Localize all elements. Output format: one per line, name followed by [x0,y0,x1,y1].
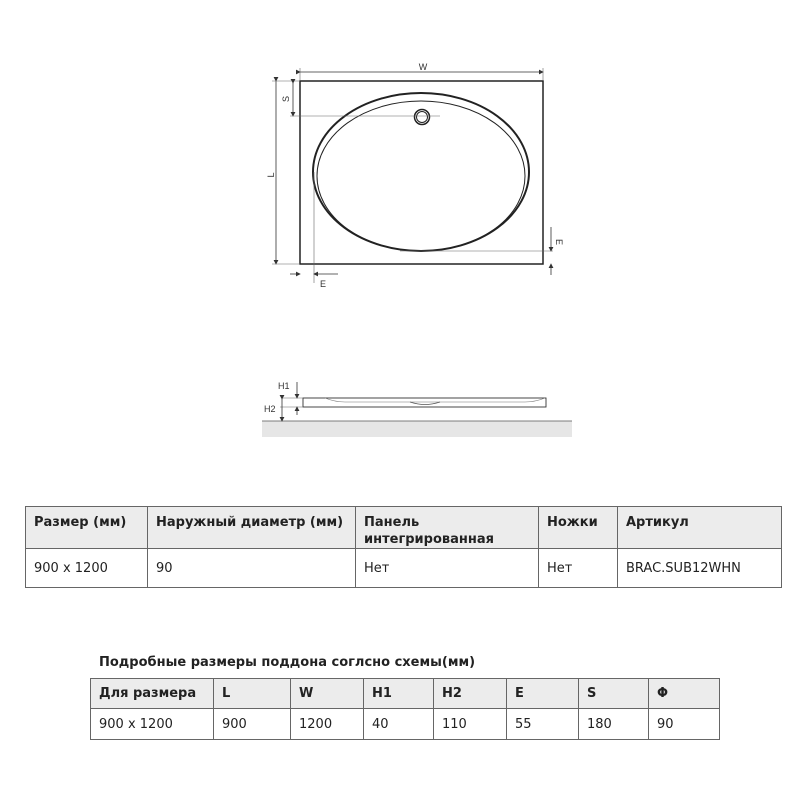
header-cell: Φ [649,679,720,709]
cell: 180 [579,709,649,740]
label-l: L [266,172,276,178]
table-row [91,709,720,740]
header-cell: L [214,679,291,709]
header-cell: Размер (мм) [26,507,148,549]
header-cell: E [507,679,579,709]
cell: 110 [434,709,507,740]
label-s: S [281,95,291,103]
table-row [26,549,782,588]
header-cell: S [579,679,649,709]
header-cell: W [291,679,364,709]
header-cell: H2 [434,679,507,709]
cell: Нет [539,549,618,588]
cell: 900 x 1200 [26,549,148,588]
header-cell: H1 [364,679,434,709]
label-h1: H1 [278,381,290,391]
tray-outline [300,81,543,264]
header-cell: Артикул [618,507,782,549]
header-cell: Ножки [539,507,618,549]
plan-view [272,68,553,283]
basin-inner [317,101,525,251]
table-header-row [26,507,782,549]
cell: 90 [148,549,356,588]
header-cell: Панель интегрированная [356,507,539,549]
label-e-bottom: E [319,279,327,289]
header-cell: Наружный диаметр (мм) [148,507,356,549]
label-h2: H2 [264,404,276,414]
dims-table [90,678,720,740]
table-header-row [91,679,720,709]
dims-table-title: Подробные размеры поддона соглсно схемы(мм) [99,655,476,670]
cell: 40 [364,709,434,740]
cell: Нет [356,549,539,588]
cell: BRAC.SUB12WHN [618,549,782,588]
cell: 900 [214,709,291,740]
header-cell: Для размера [91,679,214,709]
label-w: W [418,62,428,72]
cell: 900 x 1200 [91,709,214,740]
cell: 90 [649,709,720,740]
side-view [262,382,572,437]
cell: 1200 [291,709,364,740]
spec-table [25,506,782,588]
cell: 55 [507,709,579,740]
label-e-right: E [554,238,564,246]
